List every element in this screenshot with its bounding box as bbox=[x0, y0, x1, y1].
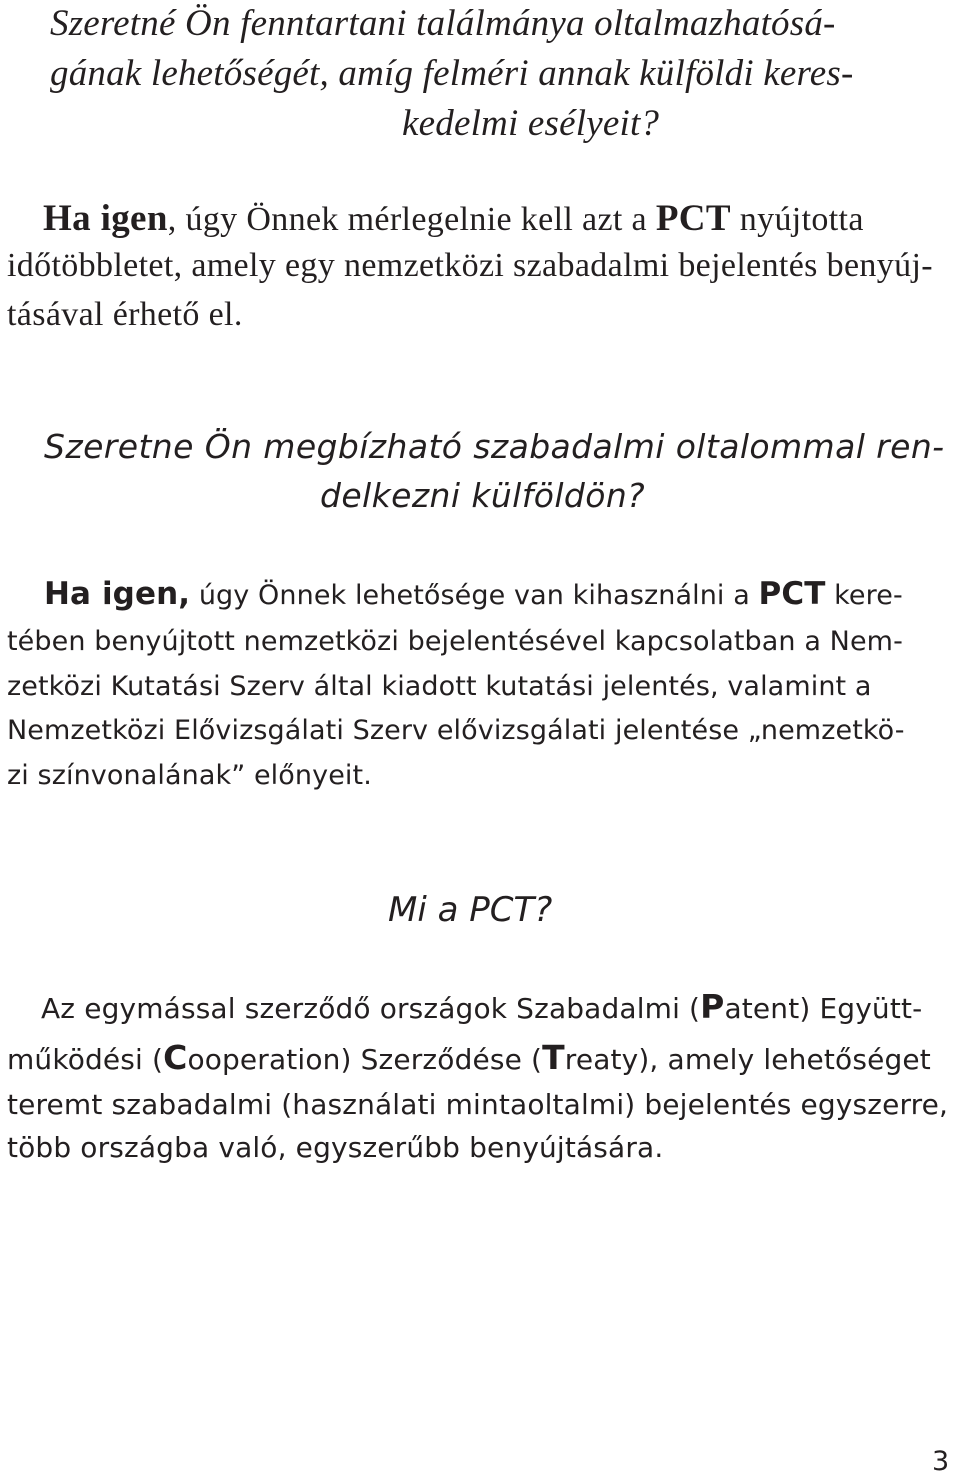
paragraph-3-text-d: ooperation) Szerződése ( bbox=[187, 1043, 543, 1076]
treaty-initial: T bbox=[542, 1038, 565, 1077]
ha-igen-emphasis: Ha igen, bbox=[44, 576, 191, 612]
question-1-line-2: gának lehetőségét, amíg felméri annak külföldi keres- bbox=[50, 53, 854, 94]
paragraph-3-text-c: működési ( bbox=[7, 1043, 164, 1076]
paragraph-2-text-a: úgy Önnek lehetősége van kihasználni a bbox=[190, 580, 759, 611]
question-1-line-1: Szeretné Ön fenntartani találmánya oltalmazhatósá- bbox=[50, 3, 836, 44]
paragraph-3-text-b: atent) Együtt- bbox=[724, 992, 923, 1025]
cooperation-initial: C bbox=[163, 1038, 188, 1077]
pct-emphasis: PCT bbox=[655, 198, 731, 239]
paragraph-2-line-3: zetközi Kutatási Szerv által kiadott kutatási jelentés, valamint a bbox=[7, 671, 872, 702]
paragraph-3-line-3: teremt szabadalmi (használati mintaoltalmi) bejelentés egyszerre, bbox=[7, 1088, 949, 1121]
paragraph-1-text-a: , úgy Önnek mérlegelnie kell azt a bbox=[167, 201, 656, 238]
pct-emphasis: PCT bbox=[758, 576, 826, 612]
paragraph-2-line-5: zi színvonalának” előnyeit. bbox=[7, 760, 372, 791]
section-heading: Mi a PCT? bbox=[388, 890, 553, 930]
paragraph-2-line-4: Nemzetközi Elővizsgálati Szerv elővizsgálati jelentése „nemzetkö- bbox=[7, 715, 905, 746]
paragraph-2-line-1 bbox=[44, 576, 903, 612]
patent-initial: P bbox=[700, 987, 725, 1026]
paragraph-3-text-a: Az egymással szerződő országok Szabadalmi ( bbox=[41, 992, 701, 1025]
paragraph-2-line-2: tében benyújtott nemzetközi bejelentésével kapcsolatban a Nem- bbox=[7, 626, 903, 657]
question-1-line-3: kedelmi esélyeit? bbox=[402, 103, 660, 144]
paragraph-3-line-4: több országba való, egyszerűbb benyújtására. bbox=[7, 1131, 664, 1164]
paragraph-3-text-e: reaty), amely lehetőséget bbox=[564, 1043, 931, 1076]
question-2-line-1: Szeretne Ön megbízható szabadalmi oltalommal ren- bbox=[44, 427, 945, 466]
ha-igen-emphasis: Ha igen bbox=[43, 198, 168, 239]
paragraph-1-text-b: nyújtotta bbox=[730, 201, 864, 238]
page-number: 3 bbox=[932, 1446, 950, 1477]
question-2-line-2: delkezni külföldön? bbox=[320, 476, 646, 515]
paragraph-2-text-b: kere- bbox=[825, 580, 903, 611]
paragraph-3-line-2 bbox=[7, 1038, 931, 1077]
paragraph-1-line-3: tásával érhető el. bbox=[7, 296, 243, 333]
paragraph-1-line-2: időtöbbletet, amely egy nemzetközi szabadalmi bejelentés benyúj- bbox=[7, 247, 933, 284]
paragraph-1-line-1 bbox=[43, 200, 864, 237]
paragraph-3-line-1 bbox=[41, 987, 923, 1026]
